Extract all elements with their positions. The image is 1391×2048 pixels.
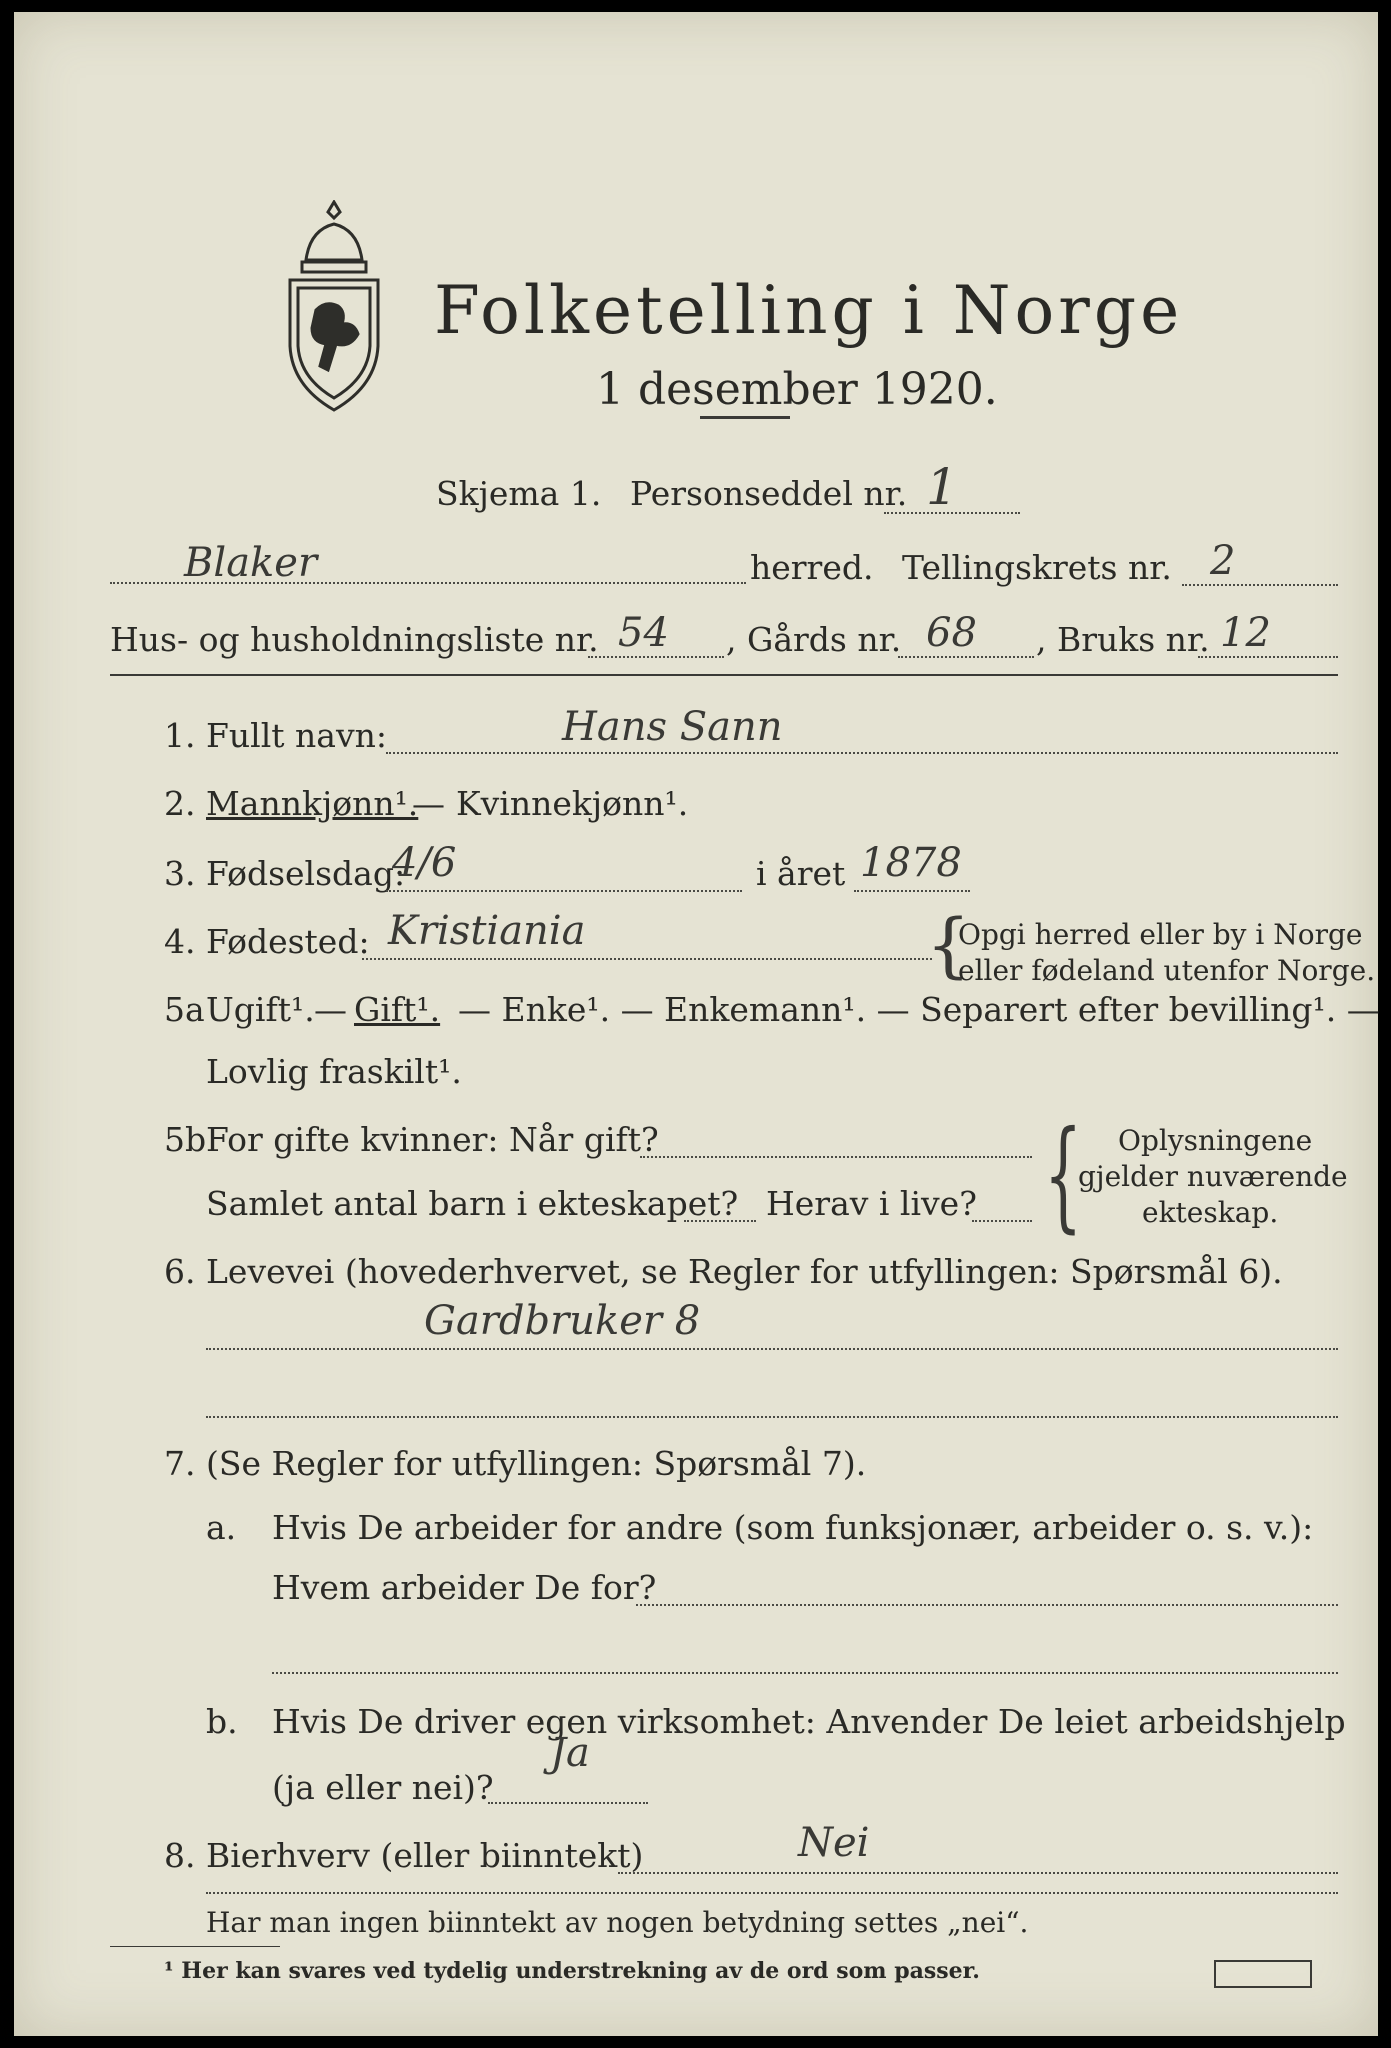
q4-line <box>362 958 932 960</box>
q6-number: 6. <box>164 1252 196 1291</box>
q7a-line-1 <box>636 1604 1338 1606</box>
q7b-letter: b. <box>206 1702 238 1741</box>
bruks-label: , Bruks nr. <box>1036 620 1210 659</box>
q4-label: Fødested: <box>206 922 370 961</box>
title-divider <box>700 416 790 419</box>
q7a-label-2: Hvem arbeider De for? <box>272 1568 657 1607</box>
q7-label: (Se Regler for utfyllingen: Spørsmål 7). <box>206 1444 867 1483</box>
q5b-note-2: gjelder nuværende <box>1078 1160 1348 1193</box>
gards-value: 68 <box>926 610 977 656</box>
q7a-label-1: Hvis De arbeider for andre (som funksjonær, arbeider o. s. v.): <box>272 1508 1314 1547</box>
q4-value: Kristiania <box>388 908 586 954</box>
census-form-page <box>14 12 1378 2036</box>
tellingskrets-label: Tellingskrets nr. <box>902 548 1172 587</box>
q1-value: Hans Sann <box>562 704 783 750</box>
q7b-value: Ja <box>550 1730 590 1776</box>
q5b-line-3 <box>972 1220 1032 1222</box>
personseddel-value: 1 <box>926 458 958 516</box>
footnote: ¹ Her kan svares ved tydelig understrekning av de ord som passer. <box>164 1958 980 1984</box>
q5b-number: 5b <box>164 1120 207 1159</box>
q6-line-1 <box>206 1348 1338 1350</box>
q5b-note-1: Oplysningene <box>1118 1124 1313 1157</box>
q4-note-1: Opgi herred eller by i Norge <box>958 918 1363 951</box>
q3-value: 4/6 <box>392 840 457 886</box>
q8-value: Nei <box>798 1820 870 1866</box>
q4-brace: { <box>926 904 971 986</box>
q2-female: Kvinnekjønn¹. <box>456 784 689 823</box>
q3-year-value: 1878 <box>860 840 962 886</box>
footnote-rule <box>110 1946 280 1947</box>
census-date: 1 desember 1920. <box>596 364 998 415</box>
q3-year-line <box>854 890 970 892</box>
q2-separator: — <box>412 784 445 823</box>
hus-line <box>588 656 724 658</box>
q3-label: Fødselsdag: <box>206 854 406 893</box>
q7b-label-1: Hvis De driver egen virksomhet: Anvender De leiet arbeidshjelp <box>272 1702 1346 1741</box>
personseddel-label: Personseddel nr. <box>630 474 908 513</box>
norwegian-coat-of-arms-icon <box>276 200 392 418</box>
herred-label: herred. <box>750 548 874 587</box>
form-title: Folketelling i Norge <box>434 272 1184 349</box>
q5b-line-1 <box>640 1156 1032 1158</box>
q4-note-2: eller fødeland utenfor Norge. <box>958 954 1376 987</box>
q5b-label-3: Herav i live? <box>766 1184 977 1223</box>
q6-value: Gardbruker 8 <box>424 1298 701 1344</box>
bruks-line <box>1198 656 1338 658</box>
q5b-note-3: ekteskap. <box>1142 1196 1279 1229</box>
q4-number: 4. <box>164 922 196 961</box>
q7b-label-2: (ja eller nei)? <box>272 1768 494 1807</box>
q5b-brace: { <box>1044 1106 1083 1245</box>
q8-line-2 <box>206 1892 1338 1894</box>
q2-number: 2. <box>164 784 196 823</box>
q5a-gift: Gift¹. <box>354 990 441 1029</box>
footer-note: Har man ingen biinntekt av nogen betydning settes „nei“. <box>206 1906 1029 1939</box>
hus-value: 54 <box>618 610 669 656</box>
header-divider <box>110 674 1338 676</box>
q3-year-label: i året <box>756 854 846 893</box>
q7b-line <box>488 1802 648 1804</box>
q7a-line-2 <box>272 1672 1338 1674</box>
q5a-number: 5a <box>164 990 205 1029</box>
printer-stamp <box>1214 1960 1312 1988</box>
gards-line <box>898 656 1034 658</box>
schema-label: Skjema 1. <box>436 474 602 513</box>
bruks-value: 12 <box>1220 610 1271 656</box>
herred-value: Blaker <box>184 540 318 586</box>
q3-number: 3. <box>164 854 196 893</box>
q5b-line-2 <box>684 1220 756 1222</box>
q7-number: 7. <box>164 1444 196 1483</box>
q5a-line2: Lovlig fraskilt¹. <box>206 1052 462 1091</box>
q2-male: Mannkjønn¹. <box>206 784 419 823</box>
q7a-letter: a. <box>206 1508 237 1547</box>
q1-label: Fullt navn: <box>206 716 387 755</box>
q6-label: Levevei (hovederhvervet, se Regler for utfyllingen: Spørsmål 6). <box>206 1252 1283 1291</box>
hus-label: Hus- og husholdningsliste nr. <box>110 620 599 659</box>
q5a-dash-1: — <box>314 990 347 1029</box>
q5a-rest: — Enke¹. — Enkemann¹. — Separert efter bevilling¹. — <box>458 990 1380 1029</box>
q5b-label-1: For gifte kvinner: Når gift? <box>206 1120 659 1159</box>
tellingskrets-line <box>1182 584 1338 586</box>
tellingskrets-value: 2 <box>1210 538 1236 584</box>
q5b-label-2: Samlet antal barn i ekteskapet? <box>206 1184 739 1223</box>
gards-label: , Gårds nr. <box>726 620 902 659</box>
q8-number: 8. <box>164 1836 196 1875</box>
q8-label: Bierhverv (eller biinntekt) <box>206 1836 644 1875</box>
q1-line <box>386 752 1338 754</box>
q3-date-line <box>386 890 742 892</box>
q6-line-2 <box>206 1416 1338 1418</box>
q5a-ugift: Ugift¹. <box>206 990 315 1029</box>
q1-number: 1. <box>164 716 196 755</box>
q8-line <box>618 1872 1338 1874</box>
